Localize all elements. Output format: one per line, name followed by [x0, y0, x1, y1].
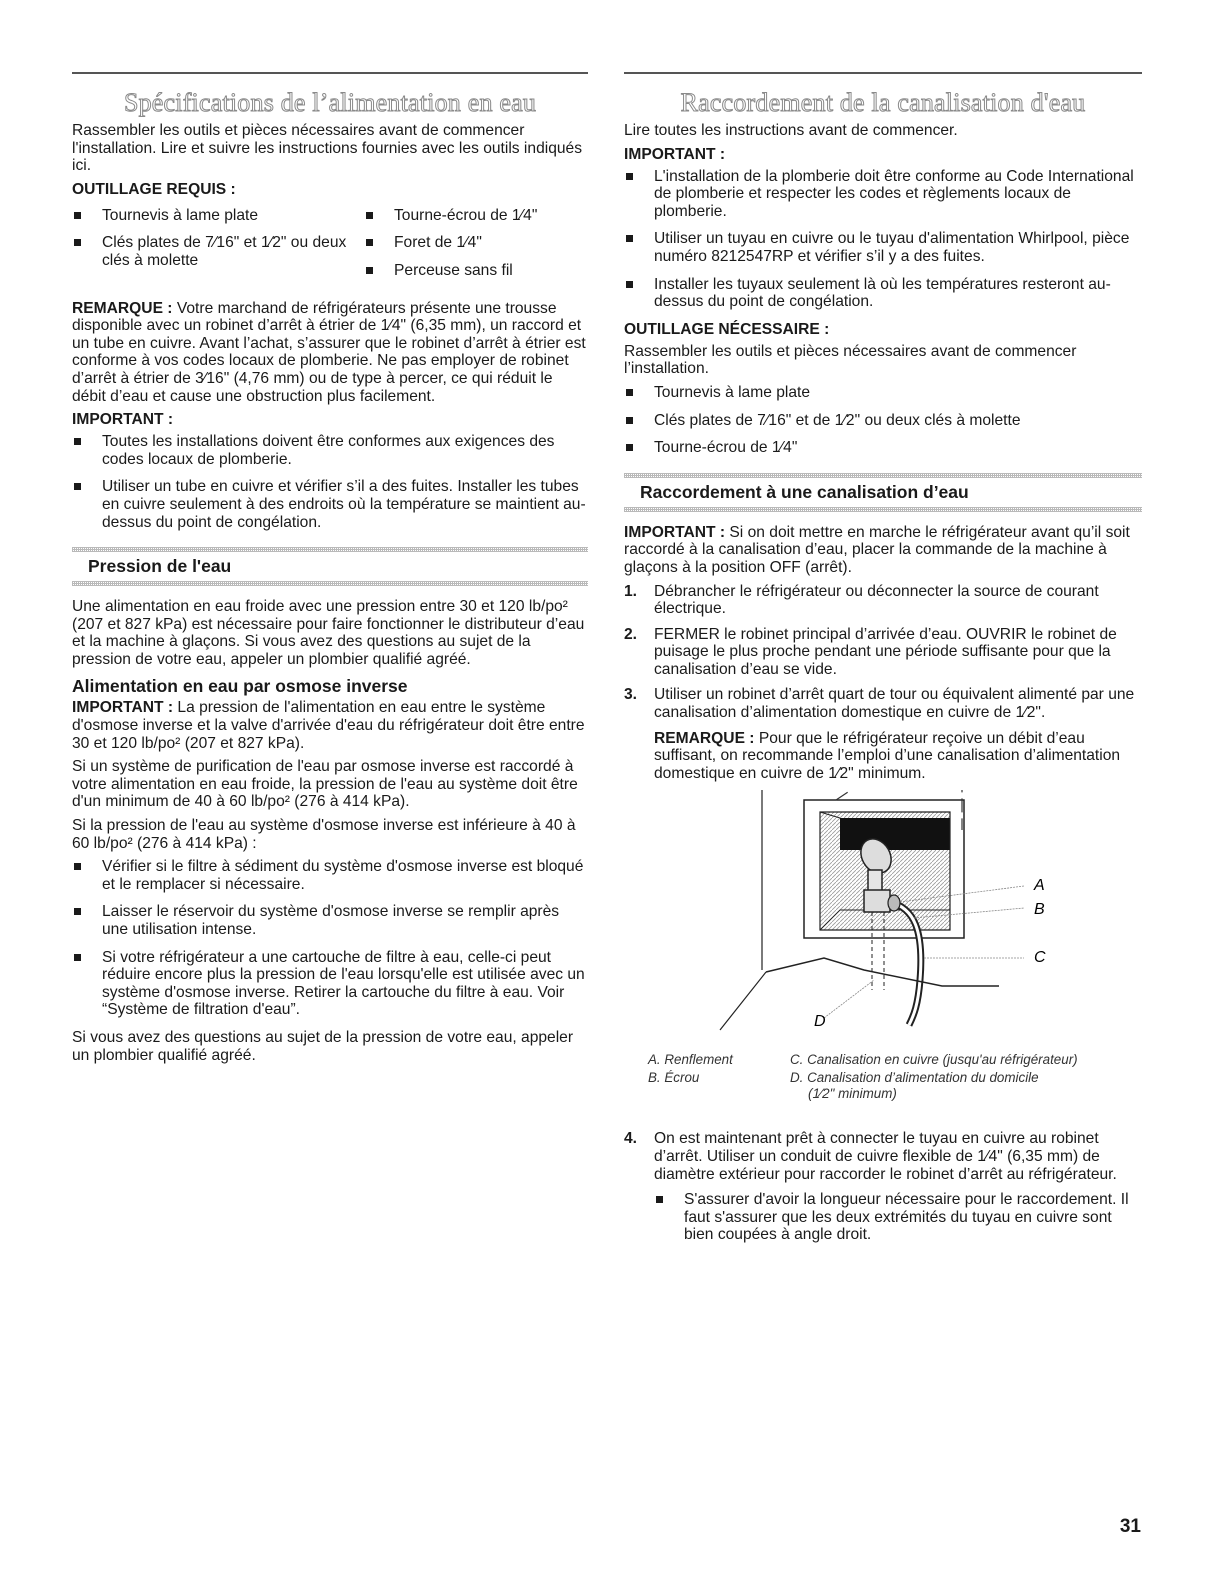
remark-label: REMARQUE :	[654, 729, 755, 747]
ro-important-text: La pression de l'alimentation en eau entre le système d'osmose inverse et la valve d'arrivée d'eau du réfrigérateur doit être entre 30 et 120 lb/po² (207 et 827 kPa).	[72, 699, 585, 752]
page-number: 31	[1119, 1516, 1141, 1537]
connect-important-paragraph	[624, 524, 1142, 577]
caption-d-minimum: (1⁄2" minimum)	[808, 1086, 897, 1102]
list-item: Clés plates de 7⁄16" et de 1⁄2" ou deux clés à molette	[624, 412, 1142, 430]
recess-shadow	[840, 818, 950, 850]
dotted-rule	[624, 507, 1142, 512]
remark-text: Pour que le réfrigérateur reçoive un débit d’eau suffisant, on recommande l’emploi d’une canalisation d’alimentation domestique en cuivre de 1⁄2" minimum.	[654, 729, 1121, 782]
step-text: FERMER le robinet principal d’arrivée d’eau. OUVRIR le robinet de puisage le plus proche pendant une période suffisante pour que la canalisation d’eau se vide.	[654, 625, 1117, 678]
ro-list	[72, 858, 588, 1019]
ro-important-label: IMPORTANT :	[72, 699, 174, 717]
remark-text: Votre marchand de réfrigérateurs présente une trousse disponible avec un robinet d’arrêt à étrier de 1⁄4" (6,35 mm), un raccord et un tube en cuivre. Avant l’achat, s’assurer que le robinet d’arrêt à étrier est conforme à vos codes locaux de plomberie. Ne pas employer de robinet d’arrêt à étrier de 3⁄16" (4,76 mm) ou de type à percer, ce qui réduit le débit d’eau et cause une obstruction plus facilement.	[72, 299, 586, 405]
list-item: Utiliser un tube en cuivre et vérifier s’il a des fuites. Installer les tubes en cuivre seulement à des endroits où la température se maintient au-dessus du point de congélation.	[72, 478, 588, 531]
list-item: Tournevis à lame plate	[72, 207, 364, 225]
list-item: Laisser le réservoir du système d'osmose inverse se remplir après une utilisation intense.	[72, 903, 588, 938]
tools-list-col1	[72, 207, 364, 290]
figure-label-d: D	[814, 1013, 826, 1031]
list-item: Utiliser un tuyau en cuivre ou le tuyau d'alimentation Whirlpool, pièce numéro 8212547RP et vérifier s’il y a des fuites.	[624, 230, 1142, 265]
closing-paragraph: Si vous avez des questions au sujet de la pression de votre eau, appeler un plombier qualifié agréé.	[72, 1028, 574, 1064]
right-column	[624, 72, 1142, 1254]
steps-list-continued	[624, 1130, 1142, 1244]
tools-list	[72, 207, 588, 290]
list-item: Vérifier si le filtre à sédiment du système d'osmose inverse est bloqué et le remplacer si nécessaire.	[72, 858, 588, 893]
floor-line	[766, 958, 999, 986]
tools-list-col2	[364, 207, 537, 290]
remark-label: REMARQUE :	[72, 299, 173, 317]
caption-c: C. Canalisation en cuivre (jusqu'au réfrigérateur)	[790, 1052, 1078, 1068]
pressure-paragraph: Une alimentation en eau froide avec une pression entre 30 et 120 lb/po² (207 et 827 kPa) est nécessaire pour faire fonctionner le distributeur d’eau et la machine à glaçons. Si vous avez des questions au sujet de la pression de votre eau, appeler un plombier qualifié agréé.	[72, 598, 585, 668]
ro-heading: Alimentation en eau par osmose inverse	[72, 676, 408, 697]
caption-d: D. Canalisation d’alimentation du domicile	[790, 1070, 1039, 1086]
remark-paragraph	[72, 300, 588, 406]
intro-paragraph: Rassembler les outils et pièces nécessaires avant de commencer l'installation. Lire et suivre les instructions fournies avec les outils indiqués ici.	[72, 122, 583, 175]
connect-heading: Raccordement à une canalisation d’eau	[640, 481, 969, 502]
step-text: Débrancher le réfrigérateur ou déconnecter la source de courant électrique.	[654, 582, 1099, 618]
list-item: Installer les tuyaux seulement là où les températures resteront au-dessus du point de congélation.	[624, 276, 1142, 311]
list-item: Toutes les installations doivent être conformes aux exigences des codes locaux de plomberie.	[72, 433, 588, 468]
figure-label-a: A	[1034, 877, 1045, 895]
important-label: IMPORTANT :	[72, 411, 174, 429]
floor-edge	[720, 972, 766, 1030]
important-list	[72, 433, 588, 531]
ro-important-paragraph	[72, 699, 588, 752]
step-item	[624, 686, 1142, 782]
section-title-water-line: Raccordement de la canalisation d'eau	[680, 88, 1086, 117]
step-number: 1.	[624, 582, 638, 600]
left-column	[72, 72, 588, 1070]
important-list	[624, 168, 1142, 311]
step-item	[624, 626, 1142, 679]
section-rule	[624, 72, 1142, 74]
step-item	[624, 583, 1142, 618]
leader-line-d	[824, 980, 874, 1018]
list-item: Tourne-écrou de 1⁄4"	[364, 207, 537, 225]
ro-paragraph-3: Si la pression de l'eau au système d'osmose inverse est inférieure à 40 à 60 lb/po² (276 à 414 kPa) :	[72, 817, 576, 852]
connect-subheading	[624, 473, 1142, 512]
list-item: Si votre réfrigérateur a une cartouche de filtre à eau, celle-ci peut réduire encore plus la pression de l'eau lorsqu'elle est utilisée avec un système d'osmose inverse. Retirer la cartouche du filtre à eau. Voir “Système de filtration d'eau”.	[72, 949, 588, 1019]
water-line-figure	[624, 790, 1142, 1130]
caption-b: B. Écrou	[648, 1070, 700, 1086]
dotted-rule	[72, 581, 588, 586]
step-text: Utiliser un robinet d’arrêt quart de tour ou équivalent alimenté par une canalisation d’alimentation domestique en cuivre de 1⁄2".	[654, 686, 1135, 722]
tools-list	[624, 384, 1142, 457]
list-item: Tournevis à lame plate	[624, 384, 1142, 402]
section-rule	[72, 72, 588, 74]
tools-required-label: OUTILLAGE REQUIS :	[72, 180, 236, 198]
important-label: IMPORTANT :	[624, 145, 726, 163]
figure-label-b: B	[1034, 901, 1045, 919]
step-item	[624, 1130, 1142, 1244]
pressure-subheading	[72, 547, 588, 586]
connect-important-label: IMPORTANT :	[624, 523, 726, 541]
tools-needed-label: OUTILLAGE NÉCESSAIRE :	[624, 320, 830, 338]
list-item: L'installation de la plomberie doit être conforme au Code International de plomberie et respecter les codes et règlements locaux de plomberie.	[624, 168, 1142, 221]
step-text: On est maintenant prêt à connecter le tuyau en cuivre au robinet d’arrêt. Utiliser un conduit de cuivre flexible de 1⁄4" (6,35 mm) de diamètre extérieur pour raccorder le robinet d’arrêt au réfrigérateur.	[654, 1130, 1117, 1183]
list-item: S'assurer d'avoir la longueur nécessaire pour le raccordement. Il faut s'assurer que les deux extrémités du tuyau en cuivre sont bien coupées à angle droit.	[654, 1191, 1142, 1244]
steps-list	[624, 583, 1142, 783]
connect-important-text: Si on doit mettre en marche le réfrigérateur avant qu’il soit raccordé à la canalisation d’eau, placer la commande de la machine à glaçons à la position OFF (arrêt).	[624, 523, 1130, 576]
step-number: 2.	[624, 625, 638, 643]
valve-body	[864, 890, 890, 912]
remark-paragraph	[654, 730, 1142, 783]
ro-paragraph-2: Si un système de purification de l'eau par osmose inverse est raccordé à votre alimentation en eau froide, la pression de l'eau au système doit être d'un minimum de 40 à 60 lb/po² (276 à 414 kPa).	[72, 758, 578, 811]
step-number: 3.	[624, 686, 638, 704]
figure-label-c: C	[1034, 949, 1046, 967]
list-item: Tourne-écrou de 1⁄4"	[624, 439, 1142, 457]
section-title-water-supply: Spécifications de l’alimentation en eau	[123, 88, 537, 117]
caption-a: A. Renflement	[648, 1052, 733, 1068]
compression-nut	[888, 895, 900, 911]
list-item: Clés plates de 7⁄16" et 1⁄2" ou deux clés à molette	[72, 234, 364, 269]
step4-sublist	[654, 1191, 1142, 1244]
pressure-heading: Pression de l'eau	[88, 556, 232, 577]
list-item: Perceuse sans fil	[364, 262, 537, 280]
valve-stem	[868, 870, 882, 892]
intro-paragraph: Lire toutes les instructions avant de commencer.	[624, 122, 958, 139]
tools-intro: Rassembler les outils et pièces nécessaires avant de commencer l’installation.	[624, 342, 1077, 378]
list-item: Foret de 1⁄4"	[364, 234, 537, 252]
step-number: 4.	[624, 1130, 638, 1148]
